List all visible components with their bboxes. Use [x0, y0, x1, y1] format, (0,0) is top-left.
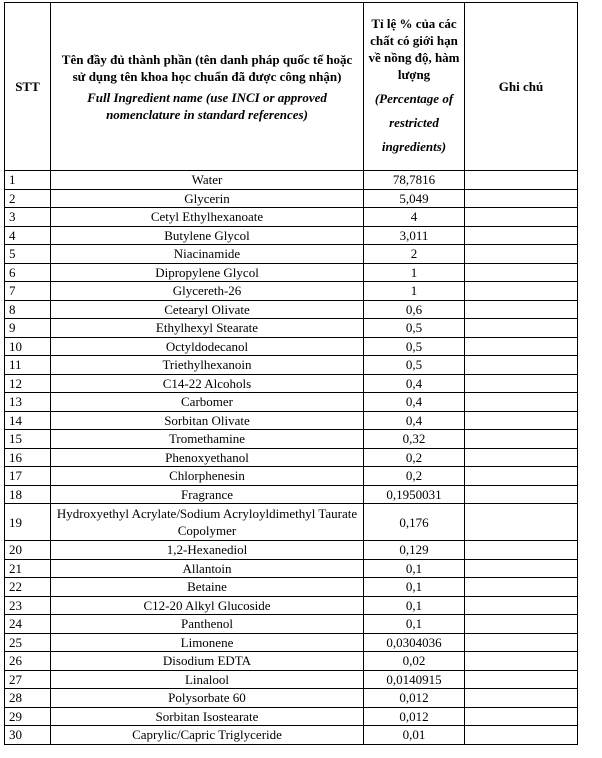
row-stt: 2 — [5, 189, 51, 208]
table-row — [5, 411, 578, 430]
row-stt: 22 — [5, 578, 51, 597]
row-stt: 8 — [5, 300, 51, 319]
row-percentage: 0,176 — [364, 504, 465, 541]
row-percentage: 0,0304036 — [364, 633, 465, 652]
row-note — [465, 559, 578, 578]
row-stt: 23 — [5, 596, 51, 615]
row-stt: 1 — [5, 171, 51, 190]
table-row — [5, 485, 578, 504]
row-percentage: 0,4 — [364, 411, 465, 430]
row-note — [465, 467, 578, 486]
table-row — [5, 356, 578, 375]
row-note — [465, 282, 578, 301]
row-percentage: 0,1 — [364, 578, 465, 597]
row-ingredient-name: Carbomer — [51, 393, 364, 412]
row-percentage: 78,7816 — [364, 171, 465, 190]
ingredient-table — [4, 2, 578, 745]
header-pct-en: (Percentage of restricted ingredients) — [374, 90, 454, 154]
header-stt: STT — [5, 3, 51, 171]
row-stt: 20 — [5, 541, 51, 560]
row-stt: 28 — [5, 689, 51, 708]
row-percentage: 0,1950031 — [364, 485, 465, 504]
table-row — [5, 374, 578, 393]
row-percentage: 2 — [364, 245, 465, 264]
table-row — [5, 633, 578, 652]
row-stt: 4 — [5, 226, 51, 245]
table-row — [5, 208, 578, 227]
table-row — [5, 726, 578, 745]
row-percentage: 0,1 — [364, 559, 465, 578]
table-row — [5, 559, 578, 578]
row-note — [465, 356, 578, 375]
row-ingredient-name: Phenoxyethanol — [51, 448, 364, 467]
table-row — [5, 430, 578, 449]
row-percentage: 0,012 — [364, 689, 465, 708]
row-ingredient-name: Polysorbate 60 — [51, 689, 364, 708]
row-note — [465, 411, 578, 430]
table-row — [5, 245, 578, 264]
row-percentage: 5,049 — [364, 189, 465, 208]
table-row — [5, 189, 578, 208]
row-stt: 14 — [5, 411, 51, 430]
row-note — [465, 615, 578, 634]
row-percentage: 0,1 — [364, 615, 465, 634]
row-note — [465, 541, 578, 560]
table-row — [5, 393, 578, 412]
row-note — [465, 374, 578, 393]
row-stt: 25 — [5, 633, 51, 652]
table-row — [5, 337, 578, 356]
row-ingredient-name: Cetearyl Olivate — [51, 300, 364, 319]
row-stt: 16 — [5, 448, 51, 467]
row-percentage: 0,5 — [364, 337, 465, 356]
row-percentage: 0,012 — [364, 707, 465, 726]
row-note — [465, 504, 578, 541]
header-pct-vi: Tỉ lệ % của các chất có giới hạn về nồng độ, hàm lượng — [368, 15, 460, 82]
row-ingredient-name: Ethylhexyl Stearate — [51, 319, 364, 338]
row-note — [465, 485, 578, 504]
row-percentage: 0,129 — [364, 541, 465, 560]
row-note — [465, 393, 578, 412]
table-row — [5, 578, 578, 597]
table-row — [5, 282, 578, 301]
row-stt: 11 — [5, 356, 51, 375]
row-ingredient-name: Allantoin — [51, 559, 364, 578]
row-note — [465, 208, 578, 227]
row-note — [465, 263, 578, 282]
row-ingredient-name: Tromethamine — [51, 430, 364, 449]
row-stt: 13 — [5, 393, 51, 412]
row-stt: 7 — [5, 282, 51, 301]
row-ingredient-name: Caprylic/Capric Triglyceride — [51, 726, 364, 745]
header-ingredient-name — [51, 3, 364, 171]
row-stt: 5 — [5, 245, 51, 264]
row-ingredient-name: Linalool — [51, 670, 364, 689]
row-percentage: 4 — [364, 208, 465, 227]
table-row — [5, 263, 578, 282]
header-name-vi: Tên đầy đủ thành phần (tên danh pháp quốc tế hoặc sử dụng tên khoa học chuẩn đã được công nhận) — [61, 51, 353, 84]
row-stt: 3 — [5, 208, 51, 227]
row-ingredient-name: Limonene — [51, 633, 364, 652]
row-percentage: 0,32 — [364, 430, 465, 449]
row-stt: 24 — [5, 615, 51, 634]
row-stt: 27 — [5, 670, 51, 689]
row-ingredient-name: Dipropylene Glycol — [51, 263, 364, 282]
header-name-en: Full Ingredient name (use INCI or approved nomenclature in standard references) — [87, 89, 327, 122]
row-note — [465, 633, 578, 652]
row-ingredient-name: Chlorphenesin — [51, 467, 364, 486]
row-stt: 26 — [5, 652, 51, 671]
row-ingredient-name: Triethylhexanoin — [51, 356, 364, 375]
row-stt: 15 — [5, 430, 51, 449]
row-note — [465, 337, 578, 356]
row-percentage: 1 — [364, 282, 465, 301]
row-ingredient-name: C12-20 Alkyl Glucoside — [51, 596, 364, 615]
row-note — [465, 226, 578, 245]
row-ingredient-name: Water — [51, 171, 364, 190]
table-row — [5, 707, 578, 726]
table-header-row — [5, 3, 578, 171]
row-stt: 10 — [5, 337, 51, 356]
row-stt: 19 — [5, 504, 51, 541]
row-note — [465, 300, 578, 319]
row-stt: 12 — [5, 374, 51, 393]
row-percentage: 0,02 — [364, 652, 465, 671]
table-row — [5, 226, 578, 245]
row-percentage: 0,2 — [364, 448, 465, 467]
row-percentage: 0,5 — [364, 356, 465, 375]
table-body — [5, 171, 578, 745]
table-row — [5, 319, 578, 338]
row-note — [465, 726, 578, 745]
table-row — [5, 300, 578, 319]
row-percentage: 0,01 — [364, 726, 465, 745]
row-percentage: 0,6 — [364, 300, 465, 319]
table-row — [5, 689, 578, 708]
table-row — [5, 467, 578, 486]
row-note — [465, 652, 578, 671]
row-note — [465, 707, 578, 726]
row-ingredient-name: C14-22 Alcohols — [51, 374, 364, 393]
table-row — [5, 504, 578, 541]
row-percentage: 0,5 — [364, 319, 465, 338]
row-ingredient-name: Cetyl Ethylhexanoate — [51, 208, 364, 227]
table-row — [5, 541, 578, 560]
row-percentage: 0,4 — [364, 374, 465, 393]
row-percentage: 1 — [364, 263, 465, 282]
row-ingredient-name: Glycerin — [51, 189, 364, 208]
row-ingredient-name: Octyldodecanol — [51, 337, 364, 356]
header-percentage — [364, 3, 465, 171]
row-ingredient-name: Disodium EDTA — [51, 652, 364, 671]
row-ingredient-name: Sorbitan Isostearate — [51, 707, 364, 726]
row-percentage: 0,0140915 — [364, 670, 465, 689]
table-row — [5, 596, 578, 615]
row-ingredient-name: Glycereth-26 — [51, 282, 364, 301]
row-ingredient-name: Hydroxyethyl Acrylate/Sodium Acryloyldimethyl Taurate Copolymer — [51, 504, 364, 541]
row-ingredient-name: Butylene Glycol — [51, 226, 364, 245]
row-stt: 18 — [5, 485, 51, 504]
table-row — [5, 652, 578, 671]
row-ingredient-name: Betaine — [51, 578, 364, 597]
row-stt: 30 — [5, 726, 51, 745]
row-ingredient-name: 1,2-Hexanediol — [51, 541, 364, 560]
row-ingredient-name: Sorbitan Olivate — [51, 411, 364, 430]
row-note — [465, 448, 578, 467]
row-ingredient-name: Panthenol — [51, 615, 364, 634]
row-percentage: 0,1 — [364, 596, 465, 615]
row-percentage: 3,011 — [364, 226, 465, 245]
row-percentage: 0,4 — [364, 393, 465, 412]
row-ingredient-name: Fragrance — [51, 485, 364, 504]
row-stt: 9 — [5, 319, 51, 338]
row-note — [465, 171, 578, 190]
row-stt: 21 — [5, 559, 51, 578]
row-note — [465, 596, 578, 615]
row-note — [465, 689, 578, 708]
row-note — [465, 245, 578, 264]
row-ingredient-name: Niacinamide — [51, 245, 364, 264]
table-row — [5, 448, 578, 467]
table-row — [5, 171, 578, 190]
row-note — [465, 578, 578, 597]
row-stt: 29 — [5, 707, 51, 726]
row-note — [465, 430, 578, 449]
row-note — [465, 670, 578, 689]
row-note — [465, 189, 578, 208]
table-row — [5, 670, 578, 689]
header-note: Ghi chú — [465, 3, 578, 171]
row-percentage: 0,2 — [364, 467, 465, 486]
row-note — [465, 319, 578, 338]
table-row — [5, 615, 578, 634]
row-stt: 6 — [5, 263, 51, 282]
row-stt: 17 — [5, 467, 51, 486]
